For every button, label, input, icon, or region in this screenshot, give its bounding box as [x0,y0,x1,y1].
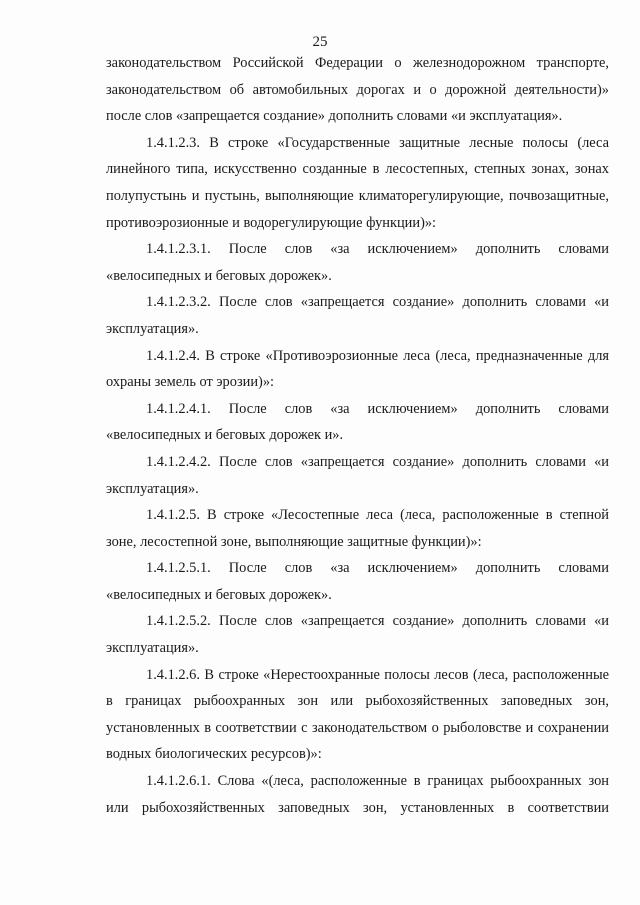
paragraph-1-4-1-2-3: 1.4.1.2.3. В строке «Государственные защитные лесные полосы (леса линейного типа, искусственно созданные в лесостепных, степных зонах, зонах полупустынь и пустынь, выполняющие климаторегулирующие, почвозащитные, противоэрозионные и водорегулирующие функции)»: [106,134,609,231]
paragraph-1-4-1-2-6: 1.4.1.2.6. В строке «Нерестоохранные полосы лесов (леса, расположенные в границах рыбоохранных зон или рыбохозяйственных заповедных зон, установленных в соответствии с законодательством о рыболовстве и сохранении водных биологических ресурсов)»: [106,666,609,763]
paragraph-1-4-1-2-5: 1.4.1.2.5. В строке «Лесостепные леса (леса, расположенные в степной зоне, лесостепной зоне, выполняющие защитные функции)»: [106,507,609,550]
paragraph-1-4-1-2-3-1: 1.4.1.2.3.1. После слов «за исключением» дополнить словами «велосипедных и беговых дорожек». [106,241,609,284]
document-body [106,50,609,821]
paragraph-1-4-1-2-3-2: 1.4.1.2.3.2. После слов «запрещается создание» дополнить словами «и эксплуатация». [106,294,609,337]
paragraph-1-4-1-2-4-2: 1.4.1.2.4.2. После слов «запрещается создание» дополнить словами «и эксплуатация». [106,453,609,497]
paragraph-1-4-1-2-5-2: 1.4.1.2.5.2. После слов «запрещается создание» дополнить словами «и эксплуатация». [106,613,609,657]
page-number: 25 [312,34,328,50]
paragraph-1-4-1-2-5-1: 1.4.1.2.5.1. После слов «за исключением» дополнить словами «велосипедных и беговых дорожек». [106,560,609,603]
paragraph-1-4-1-2-6-1: 1.4.1.2.6.1. Слова «(леса, расположенные в границах рыбоохранных зон или рыбохозяйственных заповедных зон, установленных в соответствии [106,773,609,816]
paragraph-1-4-1-2-4: 1.4.1.2.4. В строке «Противоэрозионные леса (леса, предназначенные для охраны земель от эрозии)»: [106,347,609,391]
paragraph-1-4-1-2-4-1: 1.4.1.2.4.1. После слов «за исключением» дополнить словами «велосипедных и беговых дорожек и». [106,400,609,444]
paragraph-continuation: законодательством Российской Федерации о железнодорожном транспорте, законодательством об автомобильных дорогах и о дорожной деятельности)» после слов «запрещается создание» дополнить словами «и эксплуатация». [106,55,609,125]
